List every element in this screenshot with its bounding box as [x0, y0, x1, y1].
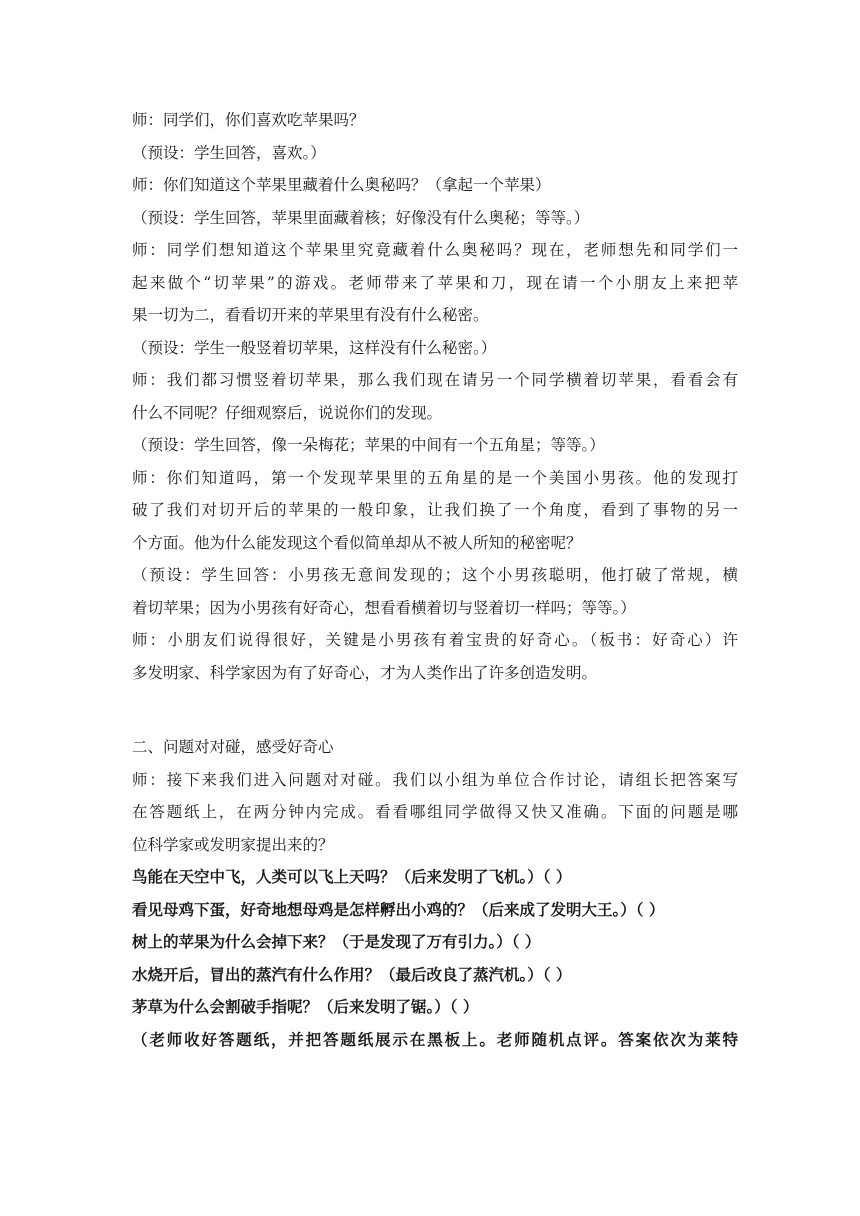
- preset-answer-line: 着切苹果；因为小男孩有好奇心，想看看横着切与竖着切一样吗；等等。）: [132, 598, 636, 617]
- section-gap: [132, 689, 738, 731]
- dialogue-line: 师：你们知道吗，第一个发现苹果里的五角星的是一个美国小男孩。他的发现打: [132, 468, 738, 487]
- instruction-line: （老师收好答题纸，并把答题纸展示在黑板上。老师随机点评。答案依次为莱特: [132, 1030, 738, 1049]
- dialogue-line: 什么不同呢？仔细观察后，说说你们的发现。: [132, 403, 443, 422]
- dialogue-line: 位科学家或发明家提出来的？: [132, 835, 334, 854]
- preset-answer-line: （预设：学生回答，苹果里面藏着核；好像没有什么奥秘；等等。）: [132, 208, 590, 227]
- dialogue-line: 师：接下来我们进入问题对对碰。我们以小组为单位合作讨论，请组长把答案写: [132, 770, 738, 789]
- document-page: [132, 104, 738, 1056]
- dialogue-line: 师：我们都习惯竖着切苹果，那么我们现在请另一个同学横着切苹果，看看会有: [132, 371, 738, 389]
- question-line: 树上的苹果为什么会掉下来？（于是发现了万有引力。）（ ）: [132, 933, 541, 951]
- question-line: 看见母鸡下蛋，好奇地想母鸡是怎样孵出小鸡的？（后来成了发明大王。）（ ）: [132, 900, 665, 919]
- preset-answer-line: （预设：学生回答：小男孩无意间发现的；这个小男孩聪明，他打破了常规，横: [132, 566, 738, 584]
- dialogue-line: 多发明家、科学家因为有了好奇心，才为人类作出了许多创造发明。: [132, 663, 598, 682]
- dialogue-line: 师：同学们，你们喜欢吃苹果吗？: [132, 111, 365, 129]
- question-line: 茅草为什么会割破手指呢？（后来发明了锯。）（ ）: [132, 998, 479, 1016]
- dialogue-line: 师：小朋友们说得很好，关键是小男孩有着宝贵的好奇心。（板书：好奇心）许: [132, 631, 738, 649]
- preset-answer-line: （预设：学生一般竖着切苹果，这样没有什么秘密。）: [132, 338, 497, 357]
- question-line: 水烧开后，冒出的蒸汽有什么作用？（最后改良了蒸汽机。）（ ）: [132, 965, 572, 984]
- dialogue-line: 果一切为二，看看切开来的苹果里有没有什么秘密。: [132, 306, 489, 324]
- dialogue-line: 破了我们对切开后的苹果的一般印象，让我们换了一个角度，看到了事物的另一: [132, 501, 738, 519]
- preset-answer-line: （预设：学生回答，像一朵梅花；苹果的中间有一个五角星；等等。）: [132, 436, 605, 454]
- dialogue-line: 在答题纸上，在两分钟内完成。看看哪组同学做得又快又准确。下面的问题是哪: [132, 803, 738, 821]
- section-heading: 二、问题对对碰，感受好奇心: [132, 738, 334, 756]
- dialogue-line: 个方面。他为什么能发现这个看似简单却从不被人所知的秘密呢？: [132, 533, 582, 552]
- dialogue-line: 师：同学们想知道这个苹果里究竟藏着什么奥秘吗？现在，老师想先和同学们一: [132, 241, 738, 259]
- preset-answer-line: （预设：学生回答，喜欢。）: [132, 143, 326, 162]
- dialogue-line: 师：你们知道这个苹果里藏着什么奥秘吗？（拿起一个苹果）: [132, 176, 551, 194]
- question-line: 鸟能在天空中飞，人类可以飞上天吗？（后来发明了飞机。）（ ）: [132, 868, 572, 886]
- dialogue-line: 起来做个“切苹果”的游戏。老师带来了苹果和刀，现在请一个小朋友上来把苹: [132, 273, 738, 292]
